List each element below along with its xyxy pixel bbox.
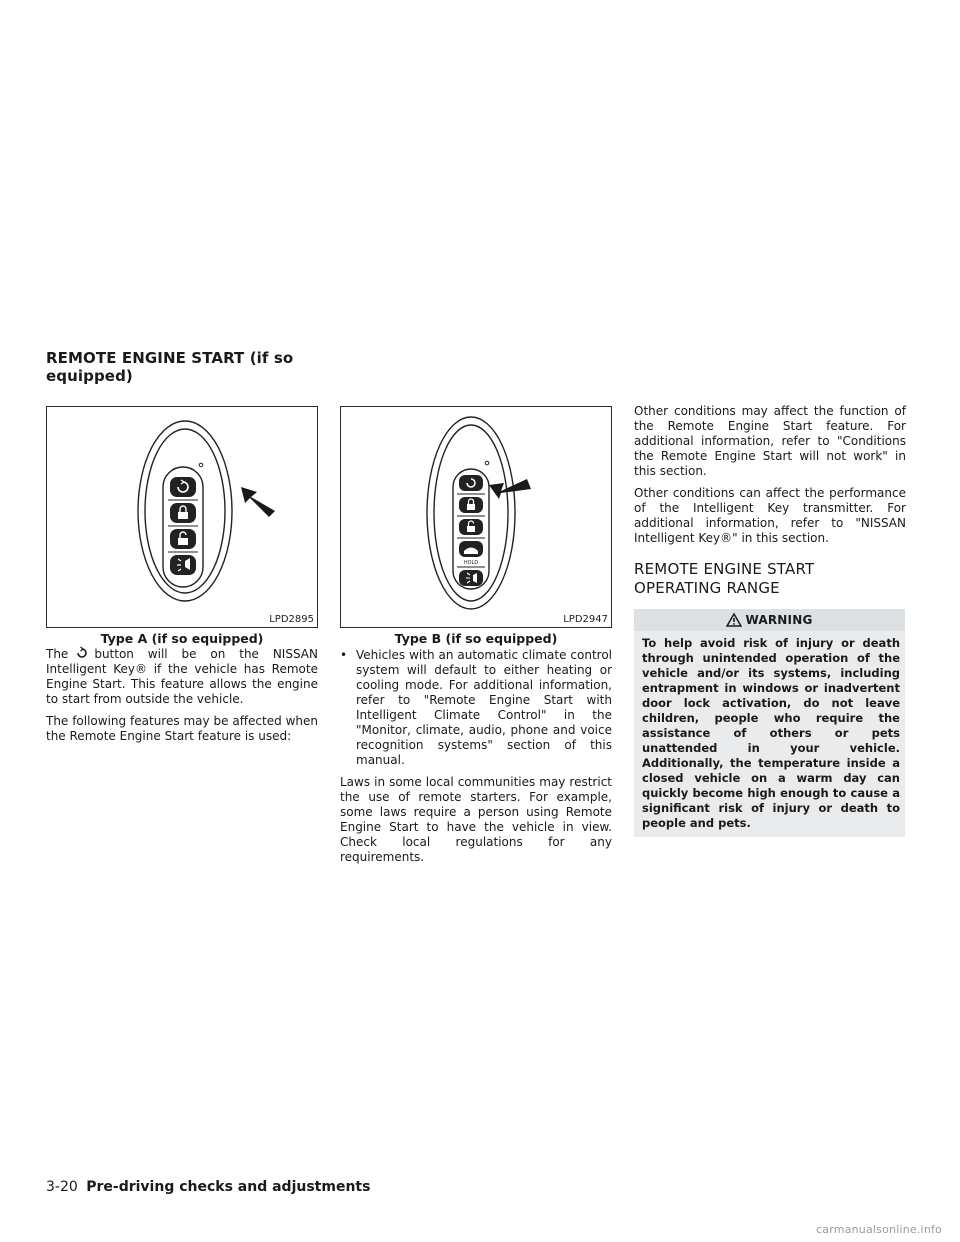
remote-start-button-icon [459,475,483,491]
remote-start-button-icon [170,477,196,497]
page-footer [46,1179,370,1195]
page-number: 3-20 [46,1179,78,1195]
warning-box [634,609,905,837]
figure-type-b [340,406,612,628]
column-3-text [634,404,906,553]
unlock-button-icon [170,529,196,549]
lock-button-icon [459,497,483,513]
panic-button-icon [170,555,196,575]
panic-button-icon [459,570,483,586]
transmitter-paragraph: Other conditions can affect the performance of the Intelligent Key transmitter. For additional information, refer to "NISSAN Intelligent Key®" in this section. [634,486,906,545]
bullet-mark: • [340,648,348,662]
liftgate-button-icon [459,541,483,557]
warning-header [634,609,905,631]
remote-start-icon [72,646,90,660]
figure-caption: Type A (if so equipped) [100,631,264,646]
figure-code: LPD2947 [563,614,608,625]
intelligent-key-type-b-illustration [341,411,611,615]
intelligent-key-type-a-illustration [47,411,317,615]
section-title: REMOTE ENGINE START (if so equipped) [46,349,294,385]
lock-button-icon [170,503,196,523]
features-paragraph: The following features may be affected when the Remote Engine Start feature is used: [46,714,318,743]
figure-caption: Type B (if so equipped) [394,631,558,646]
list-item [340,648,612,768]
figure-type-a [46,406,318,628]
column-2-text [340,648,612,872]
pointer-arrow-icon [489,479,531,499]
intro-paragraph: The button will be on the NISSAN Intelligent Key® if the vehicle has Remote Engine Start. This feature allows the engine to start from outside the vehicle. [46,647,318,706]
figure-code: LPD2895 [269,614,314,625]
watermark: carmanualsonline.info [816,1223,942,1236]
operating-range-heading: REMOTE ENGINE START OPERATING RANGE [634,560,815,597]
climate-control-bullet: Vehicles with an automatic climate control system will default to either heating or cooling mode. For additional information, refer to "Remote Engine Start with Intelligent Climate Control" in the "Monitor, climate, audio, phone and voice recognition systems" section of this manual. [356,648,612,767]
hold-label: HOLD [463,560,479,566]
unlock-button-icon [459,519,483,535]
chapter-title: Pre-driving checks and adjustments [86,1179,371,1195]
warning-text: To help avoid risk of injury or death through unintended operation of the vehicle and/or its systems, including entrapment in windows or inadvertent door lock activation, do not leave children, people who require the assistance of others or pets unattended in your vehicle. Additionally, the temperature inside a closed vehicle on a warm day can quickly become high enough to cause a significant risk of injury or death to people and pets. [634,631,905,837]
conditions-paragraph: Other conditions may affect the function of the Remote Engine Start feature. For additional information, refer to "Conditions the Remote Engine Start will not work" in this section. [634,404,906,478]
local-laws-paragraph: Laws in some local communities may restrict the use of remote starters. For example, some laws require a person using Remote Engine Start to have the vehicle in view. Check local regulations for any requirements. [340,775,612,864]
warning-title: WARNING [745,613,813,627]
column-1-text [46,646,318,751]
warning-triangle-icon [726,613,742,627]
pointer-arrow-icon [241,487,275,517]
